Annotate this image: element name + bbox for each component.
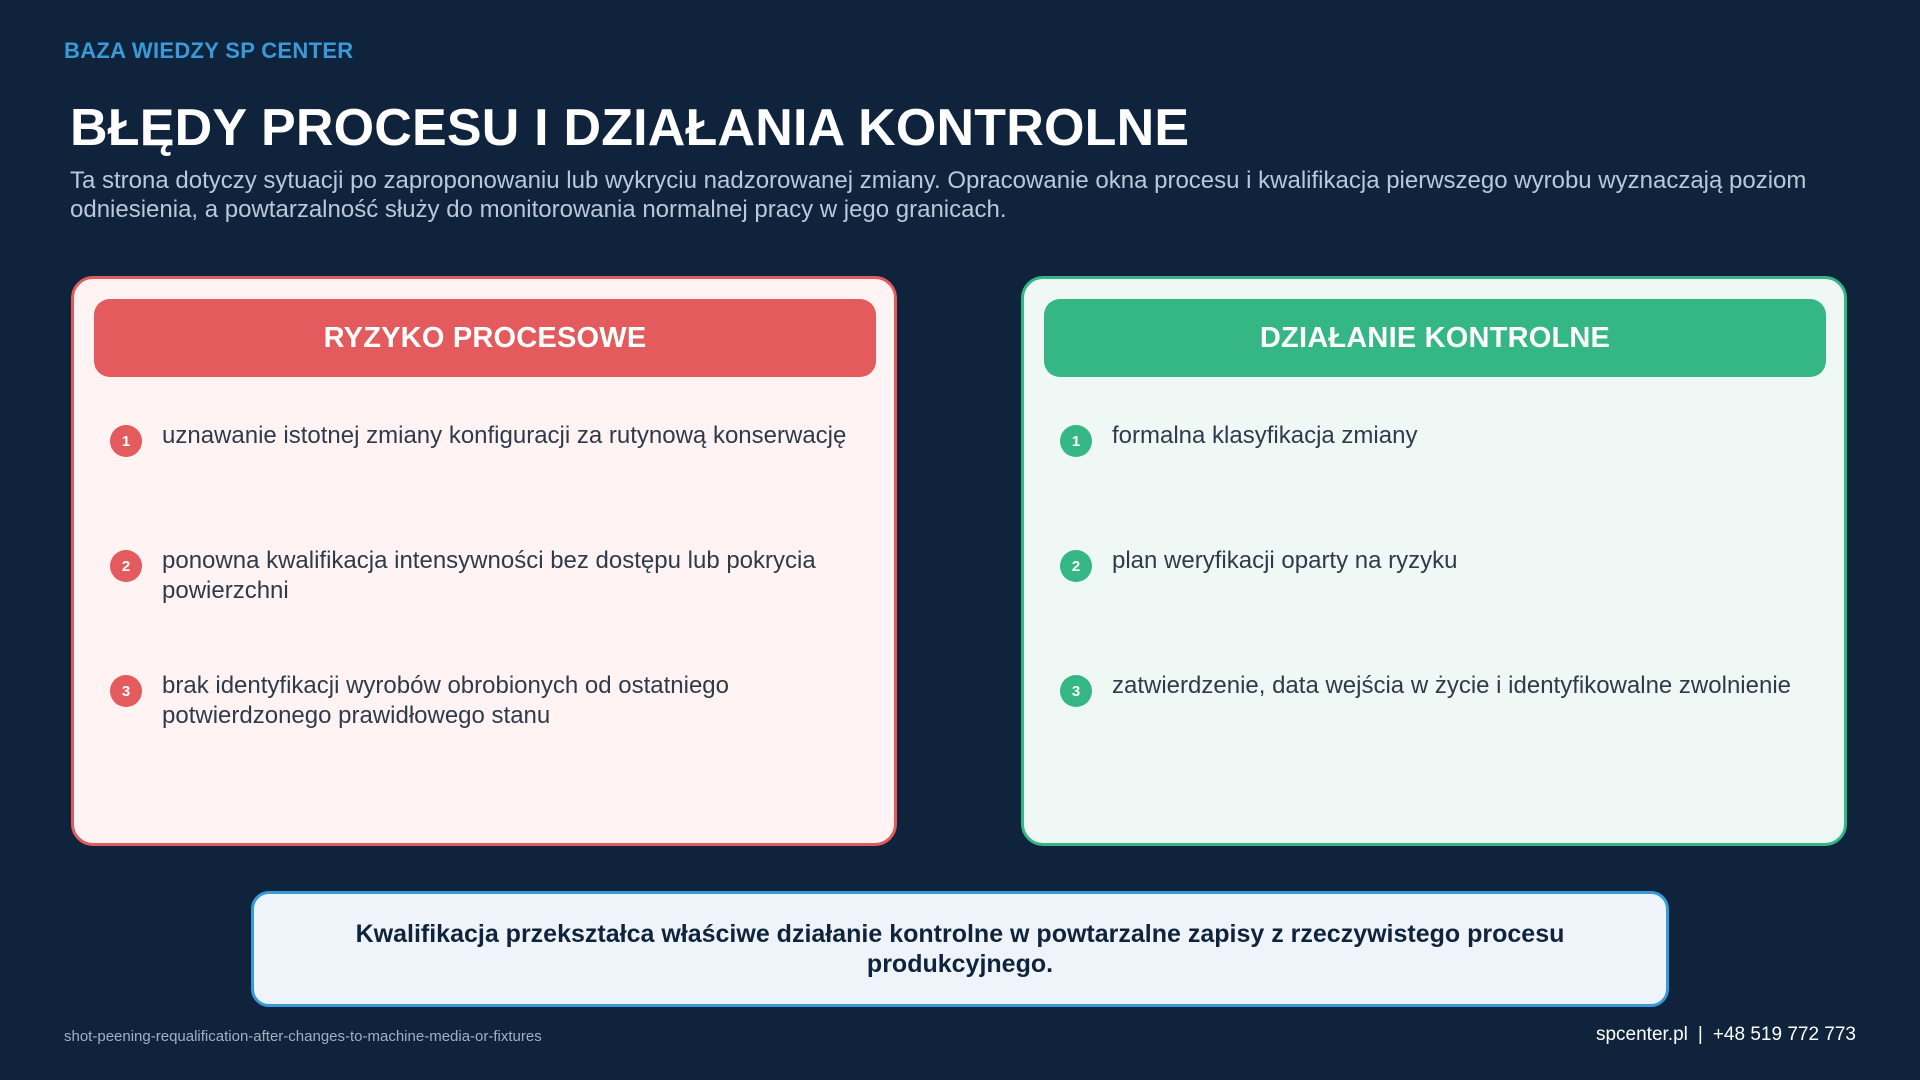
- footer-phone: +48 519 772 773: [1712, 1024, 1856, 1045]
- control-item: [1060, 546, 1800, 582]
- number-badge: 3: [1060, 675, 1092, 707]
- control-item: [1060, 421, 1800, 457]
- number-badge: 2: [110, 550, 142, 582]
- summary-callout: [251, 891, 1669, 1007]
- risk-card: [71, 276, 897, 846]
- number-badge: 2: [1060, 550, 1092, 582]
- control-card: [1021, 276, 1847, 846]
- number-badge: 1: [110, 425, 142, 457]
- page-subtitle: Ta strona dotyczy sytuacji po zaproponowaniu lub wykryciu nadzorowanej zmiany. Opracowanie okna procesu i kwalifikacja pierwszego wyrobu wyznaczają poziom odniesienia, a powtarzalność służy do monitorowania normalnej pracy w jego granicach.: [70, 167, 1807, 223]
- risk-item-text: brak identyfikacji wyrobów obrobionych od ostatniego potwierdzonego prawidłowego stanu: [162, 672, 729, 729]
- control-item-text: plan weryfikacji oparty na ryzyku: [1112, 547, 1458, 574]
- control-card-header: DZIAŁANIE KONTROLNE: [1044, 299, 1826, 377]
- number-badge: 3: [110, 675, 142, 707]
- control-item-text: zatwierdzenie, data wejścia w życie i identyfikowalne zwolnienie: [1112, 672, 1791, 699]
- control-item: [1060, 671, 1800, 707]
- summary-callout-text: Kwalifikacja przekształca właściwe działanie kontrolne w powtarzalne zapisy z rzeczywistego procesu produkcyjnego.: [355, 920, 1565, 978]
- risk-item: [110, 671, 850, 731]
- control-item-text: formalna klasyfikacja zmiany: [1112, 422, 1418, 449]
- footer-separator: |: [1697, 1024, 1703, 1045]
- risk-item-text: uznawanie istotnej zmiany konfiguracji za rutynową konserwację: [162, 422, 847, 449]
- footer-slug: shot-peening-requalification-after-changes-to-machine-media-or-fixtures: [64, 1028, 542, 1045]
- number-badge: 1: [1060, 425, 1092, 457]
- page-title: BŁĘDY PROCESU I DZIAŁANIA KONTROLNE: [70, 99, 1190, 157]
- kicker-label: BAZA WIEDZY SP CENTER: [64, 38, 354, 63]
- footer-contact: [1596, 1024, 1856, 1046]
- risk-item: [110, 421, 850, 457]
- footer-website: spcenter.pl: [1595, 1024, 1688, 1045]
- risk-item-text: ponowna kwalifikacja intensywności bez dostępu lub pokrycia powierzchni: [162, 547, 816, 604]
- risk-item: [110, 546, 850, 606]
- risk-card-header: RYZYKO PROCESOWE: [94, 299, 876, 377]
